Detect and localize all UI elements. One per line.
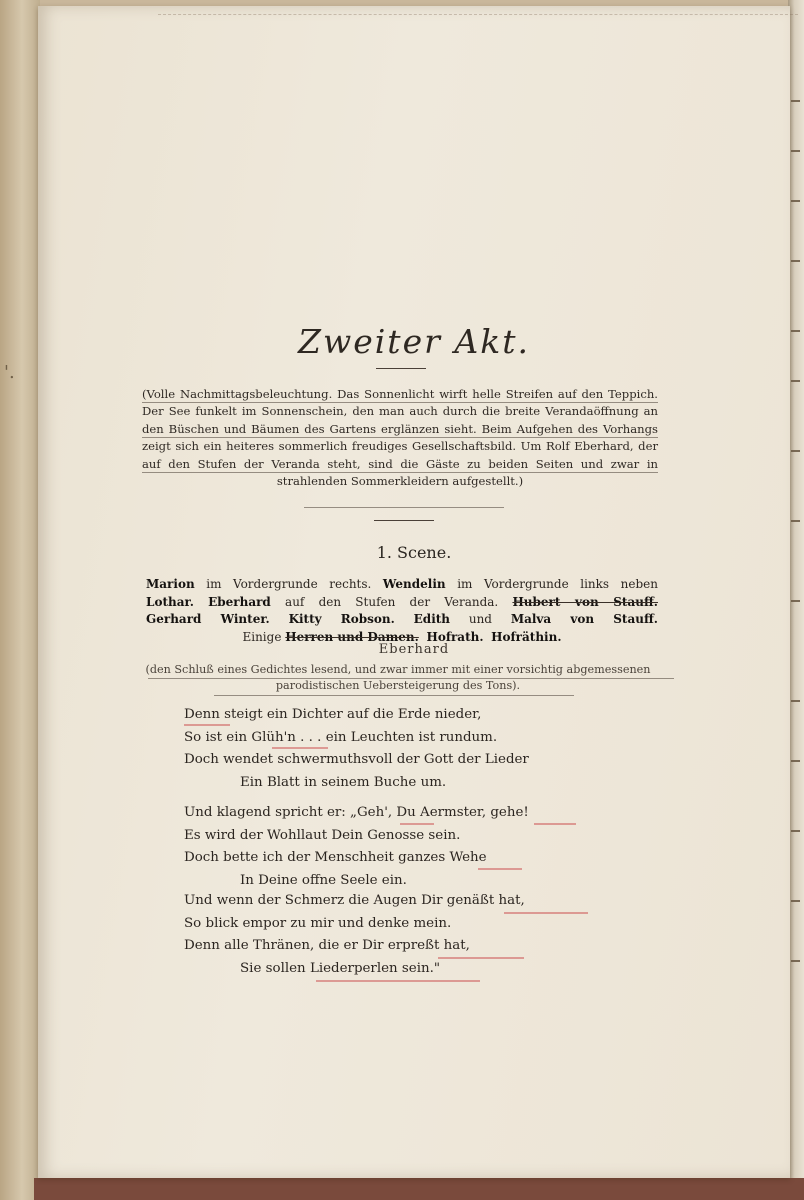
verse-line: So blick empor zu mir und denke mein.: [184, 915, 452, 931]
speaker-direction: (den Schluß eines Gedichtes lesend, und zwar immer mit einer vorsichtig abgemessenen parodistischen Uebersteigerung des Tons).: [145, 663, 651, 693]
left-page-edge: [0, 0, 40, 1200]
verse-line: Denn steigt ein Dichter auf die Erde nieder,: [184, 707, 482, 722]
cast-line-2: [146, 594, 658, 612]
verse-stanza-1: [184, 704, 604, 794]
verse-line: So ist ein Glüh'n . . . ein Leuchten ist rundum.: [184, 729, 498, 745]
pencil-underline: [142, 402, 658, 403]
verse-line: Ein Blatt in seinem Buche um.: [240, 774, 447, 790]
book-binding-edge: [34, 1178, 804, 1200]
margin-pencil-mark: '.: [4, 362, 15, 383]
cast-text: und: [450, 612, 511, 627]
character-name: Malva von Stauff.: [510, 612, 658, 627]
right-page-edge: [788, 0, 804, 1200]
cast-text: Einige: [242, 629, 286, 644]
scene-heading: 1. Scene.: [376, 543, 452, 562]
verse-line: Denn alle Thränen, die er Dir erpreßt hat,: [184, 938, 470, 954]
pencil-underline: [214, 695, 574, 696]
cast-line-3: [146, 611, 658, 629]
character-name: Kitty Robson.: [288, 612, 395, 627]
red-pencil-mark: [438, 957, 524, 959]
character-name-struck: Hubert von Stauff.: [512, 594, 658, 609]
document-page: [38, 6, 790, 1178]
act-title: Zweiter Akt.: [298, 322, 530, 361]
red-pencil-mark: [504, 912, 588, 914]
cast-text: auf den Stufen der Veranda.: [270, 594, 513, 609]
character-name: Marion: [146, 577, 195, 591]
cast-text: im Vordergrunde rechts.: [194, 577, 383, 591]
cast-list: [146, 576, 658, 646]
stage-direction: (Volle Nachmittagsbeleuchtung. Das Sonnenlicht wirft helle Streifen auf den Teppich. Der See funkelt im Sonnenschein, den man auch durch die breite Verandaöffnung an den Büschen und Bäumen des Gartens erglänzen sieht. Beim Aufgehen des Vorhangs zeigt sich ein heiteres sommerlich freudiges Gesellschaftsbild. Um Rolf Eberhard, der auf den Stufen der Veranda steht, sind die Gäste zu beiden Seiten und zwar in strahlenden Sommerkleidern aufgestellt.): [142, 387, 658, 489]
verse-stanza-2: [184, 802, 604, 892]
red-pencil-mark: [316, 980, 480, 982]
character-name: Hofrath.: [426, 629, 484, 644]
red-pencil-mark: [272, 747, 328, 749]
red-pencil-mark: [534, 823, 576, 825]
speaker-name: Eberhard: [378, 642, 450, 657]
verse-line: Doch wendet schwermuthsvoll der Gott der Lieder: [184, 752, 529, 768]
pencil-underline: [304, 507, 504, 508]
red-pencil-mark: [184, 724, 230, 726]
character-name: Edith: [413, 612, 451, 627]
pencil-underline: [142, 472, 658, 473]
character-name-struck: Herren und Damen.: [285, 629, 419, 644]
character-name: Lothar.: [146, 594, 194, 609]
verse-line: In Deine offne Seele ein.: [240, 872, 407, 888]
section-rule: [374, 520, 434, 521]
red-pencil-mark: [478, 868, 522, 870]
verse-line: Und wenn der Schmerz die Augen Dir genäßt hat,: [184, 893, 525, 908]
cast-text: im Vordergrunde links neben: [445, 577, 658, 591]
verse-line: Doch bette ich der Menschheit ganzes Wehe: [184, 850, 487, 866]
verse-line: Sie sollen Liederperlen sein.": [240, 960, 441, 976]
pencil-underline: [142, 437, 658, 438]
character-name: Gerhard Winter.: [146, 612, 270, 627]
pencil-underline: [148, 678, 674, 679]
cast-line-1: [146, 576, 658, 594]
verse-line: Es wird der Wohllaut Dein Genosse sein.: [184, 827, 461, 843]
character-name: Eberhard: [208, 594, 271, 609]
title-rule: [376, 368, 426, 369]
verse-line: Und klagend spricht er: „Geh', Du Aermster, gehe!: [184, 805, 529, 820]
verse-stanza-3: [184, 890, 604, 980]
red-pencil-mark: [400, 823, 434, 825]
character-name: Wendelin: [382, 577, 446, 591]
character-name: Hofräthin.: [491, 629, 562, 644]
